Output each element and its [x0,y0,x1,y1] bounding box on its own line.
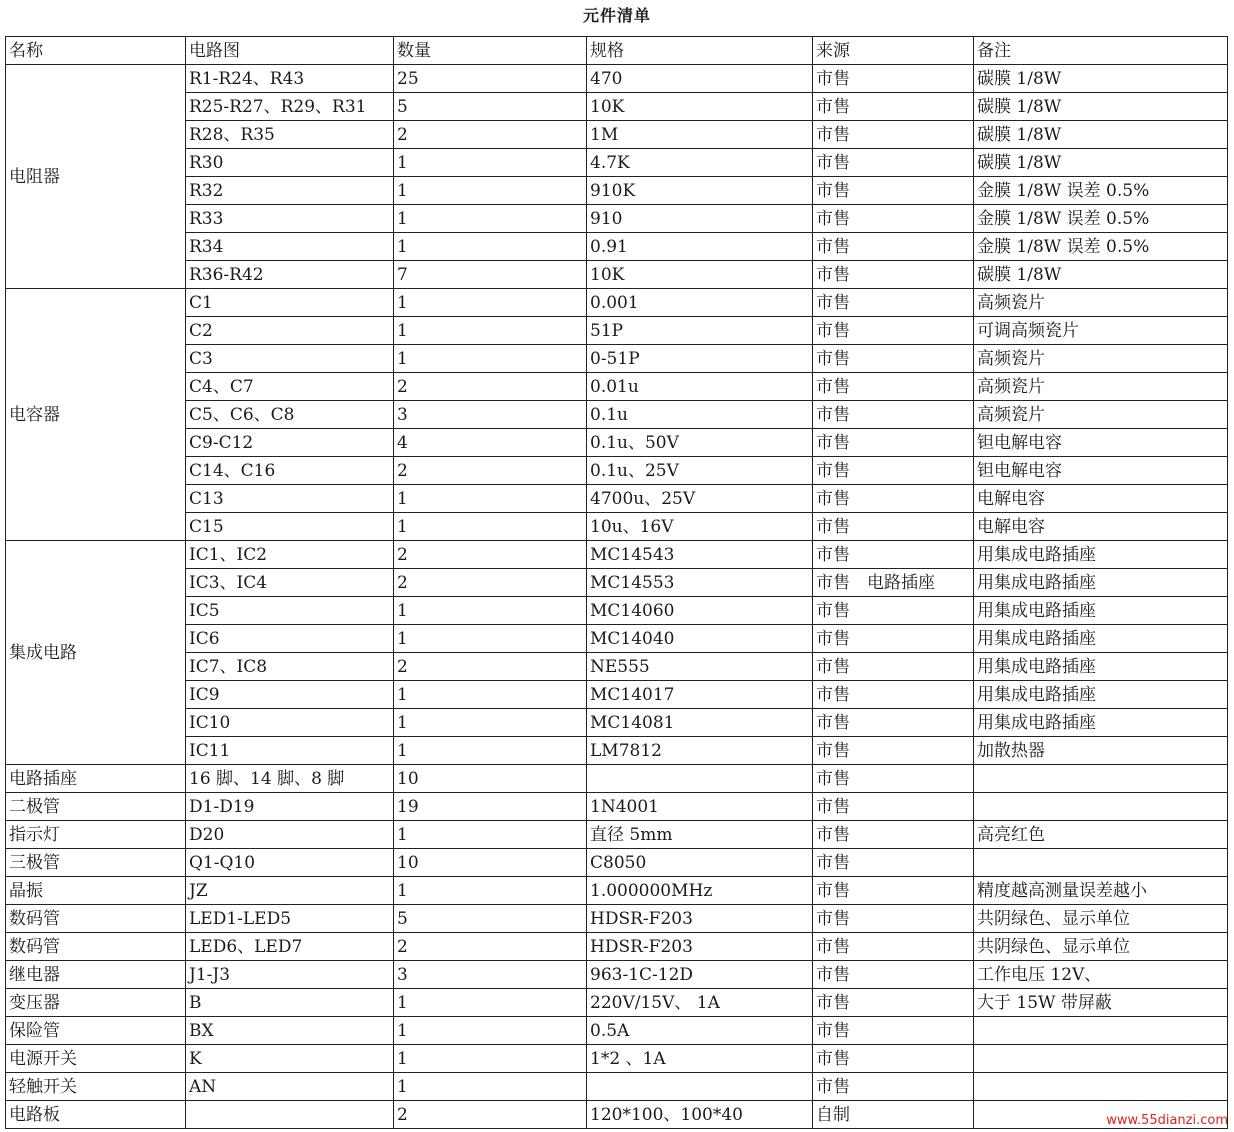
source-cell: 市售 [813,93,974,121]
source-cell: 市售 [813,401,974,429]
spec-cell: 0.001 [587,289,813,317]
spec-cell: NE555 [587,653,813,681]
circuit-ref-cell: C15 [186,513,394,541]
remarks-cell: 加散热器 [974,737,1228,765]
name-cell: 指示灯 [6,821,186,849]
quantity-cell: 19 [394,793,587,821]
spec-cell: 963-1C-12D [587,961,813,989]
circuit-ref-cell: C5、C6、C8 [186,401,394,429]
circuit-ref-cell: K [186,1045,394,1073]
spec-cell: 1.000000MHz [587,877,813,905]
source-cell: 市售 [813,541,974,569]
name-cell: 二极管 [6,793,186,821]
spec-cell: 0.01u [587,373,813,401]
remarks-cell: 电解电容 [974,485,1228,513]
header-spec: 规格 [587,37,813,65]
source-cell: 市售 [813,597,974,625]
remarks-cell [974,793,1228,821]
source-cell: 市售 [813,373,974,401]
quantity-cell: 25 [394,65,587,93]
table-row [6,205,1228,233]
circuit-ref-cell: IC6 [186,625,394,653]
remarks-cell: 碳膜 1/8W [974,261,1228,289]
circuit-ref-cell: C3 [186,345,394,373]
circuit-ref-cell: LED6、LED7 [186,933,394,961]
spec-cell: 0.1u、50V [587,429,813,457]
source-cell: 市售 [813,653,974,681]
remarks-cell: 大于 15W 带屏蔽 [974,989,1228,1017]
remarks-cell: 用集成电路插座 [974,625,1228,653]
circuit-ref-cell: R30 [186,149,394,177]
name-cell: 继电器 [6,961,186,989]
source-cell: 市售 [813,429,974,457]
spec-cell: 1M [587,121,813,149]
quantity-cell: 1 [394,877,587,905]
table-row [6,737,1228,765]
remarks-cell: 工作电压 12V、 [974,961,1228,989]
remarks-cell: 电解电容 [974,513,1228,541]
quantity-cell: 2 [394,653,587,681]
name-cell: 电源开关 [6,1045,186,1073]
quantity-cell: 1 [394,681,587,709]
spec-cell: 直径 5mm [587,821,813,849]
quantity-cell: 1 [394,233,587,261]
source-cell: 市售 [813,345,974,373]
quantity-cell: 2 [394,373,587,401]
quantity-cell: 3 [394,961,587,989]
circuit-ref-cell: 16 脚、14 脚、8 脚 [186,765,394,793]
spec-cell: 4700u、25V [587,485,813,513]
page-title: 元件清单 [582,6,651,25]
table-row [6,877,1228,905]
remarks-cell: 可调高频瓷片 [974,317,1228,345]
spec-cell: LM7812 [587,737,813,765]
table-row [6,485,1228,513]
remarks-cell: 共阴绿色、显示单位 [974,905,1228,933]
quantity-cell: 10 [394,765,587,793]
quantity-cell: 2 [394,933,587,961]
table-row [6,961,1228,989]
remarks-cell: 高亮红色 [974,821,1228,849]
source-cell: 市售 [813,205,974,233]
source-cell: 市售 [813,821,974,849]
table-row [6,681,1228,709]
spec-cell: MC14017 [587,681,813,709]
remarks-cell: 用集成电路插座 [974,597,1228,625]
spec-cell: 0.1u、25V [587,457,813,485]
name-cell: 保险管 [6,1017,186,1045]
circuit-ref-cell: R36-R42 [186,261,394,289]
circuit-ref-cell: B [186,989,394,1017]
category-cell: 电阻器 [6,65,186,289]
remarks-cell: 用集成电路插座 [974,653,1228,681]
circuit-ref-cell: C14、C16 [186,457,394,485]
circuit-ref-cell: R25-R27、R29、R31 [186,93,394,121]
name-cell: 数码管 [6,933,186,961]
circuit-ref-cell: R1-R24、R43 [186,65,394,93]
table-row [6,989,1228,1017]
circuit-ref-cell: R33 [186,205,394,233]
remarks-cell: 用集成电路插座 [974,709,1228,737]
table-row [6,1101,1228,1129]
spec-cell [587,1073,813,1101]
quantity-cell: 1 [394,345,587,373]
quantity-cell: 1 [394,989,587,1017]
quantity-cell: 1 [394,625,587,653]
quantity-cell: 1 [394,737,587,765]
table-row [6,261,1228,289]
table-row [6,569,1228,597]
spec-cell: 51P [587,317,813,345]
table-row [6,345,1228,373]
circuit-ref-cell: BX [186,1017,394,1045]
quantity-cell: 1 [394,513,587,541]
source-cell: 市售 [813,233,974,261]
name-cell: 轻触开关 [6,1073,186,1101]
table-row [6,625,1228,653]
circuit-ref-cell: J1-J3 [186,961,394,989]
remarks-cell: 用集成电路插座 [974,681,1228,709]
quantity-cell: 1 [394,317,587,345]
circuit-ref-cell: R32 [186,177,394,205]
quantity-cell: 10 [394,849,587,877]
quantity-cell: 2 [394,1101,587,1129]
remarks-cell [974,1073,1228,1101]
table-row [6,457,1228,485]
spec-cell: C8050 [587,849,813,877]
spec-cell: 10K [587,93,813,121]
name-cell: 电路插座 [6,765,186,793]
table-row [6,1017,1228,1045]
header-row [6,37,1228,65]
circuit-ref-cell: C4、C7 [186,373,394,401]
quantity-cell: 7 [394,261,587,289]
source-cell: 市售 [813,261,974,289]
circuit-ref-cell: C13 [186,485,394,513]
spec-cell: 0.5A [587,1017,813,1045]
source-cell: 市售 [813,877,974,905]
source-cell: 市售 [813,765,974,793]
quantity-cell: 5 [394,93,587,121]
source-cell: 市售 [813,1045,974,1073]
source-cell: 市售 [813,1017,974,1045]
spec-cell: 910 [587,205,813,233]
spec-cell: 0.91 [587,233,813,261]
quantity-cell: 1 [394,821,587,849]
spec-cell: 910K [587,177,813,205]
source-cell: 市售 [813,849,974,877]
spec-cell: 220V/15V、 1A [587,989,813,1017]
table-row [6,65,1228,93]
circuit-ref-cell: LED1-LED5 [186,905,394,933]
table-row [6,653,1228,681]
remarks-cell: 高频瓷片 [974,401,1228,429]
table-row [6,597,1228,625]
name-cell: 变压器 [6,989,186,1017]
name-cell: 三极管 [6,849,186,877]
source-cell: 市售 [813,317,974,345]
remarks-cell: 用集成电路插座 [974,541,1228,569]
quantity-cell: 2 [394,541,587,569]
remarks-cell: 共阴绿色、显示单位 [974,933,1228,961]
remarks-cell [974,1017,1228,1045]
spec-cell [587,765,813,793]
remarks-cell: 高频瓷片 [974,345,1228,373]
spec-cell: 470 [587,65,813,93]
circuit-ref-cell [186,1101,394,1129]
source-cell: 市售 [813,709,974,737]
remarks-cell: 碳膜 1/8W [974,65,1228,93]
spec-cell: 0-51P [587,345,813,373]
spec-cell: 10K [587,261,813,289]
remarks-cell [974,1045,1228,1073]
circuit-ref-cell: R28、R35 [186,121,394,149]
circuit-ref-cell: C1 [186,289,394,317]
source-cell: 市售 [813,681,974,709]
source-cell: 市售 [813,149,974,177]
table-row [6,1045,1228,1073]
table-row [6,821,1228,849]
header-source: 来源 [813,37,974,65]
quantity-cell: 1 [394,1045,587,1073]
watermark: www.55dianzi.com [1106,1113,1228,1128]
spec-cell: 10u、16V [587,513,813,541]
source-cell: 市售 [813,625,974,653]
quantity-cell: 4 [394,429,587,457]
quantity-cell: 1 [394,709,587,737]
quantity-cell: 1 [394,205,587,233]
quantity-cell: 5 [394,905,587,933]
table-row [6,233,1228,261]
component-list-table [5,36,1228,1129]
quantity-cell: 1 [394,177,587,205]
source-cell: 市售 电路插座 [813,569,974,597]
remarks-cell: 钽电解电容 [974,429,1228,457]
quantity-cell: 2 [394,457,587,485]
table-row [6,429,1228,457]
circuit-ref-cell: R34 [186,233,394,261]
table-row [6,121,1228,149]
source-cell: 市售 [813,289,974,317]
source-cell: 市售 [813,793,974,821]
quantity-cell: 1 [394,1017,587,1045]
remarks-cell: 精度越高测量误差越小 [974,877,1228,905]
circuit-ref-cell: IC10 [186,709,394,737]
name-cell: 电路板 [6,1101,186,1129]
category-cell: 电容器 [6,289,186,541]
table-row [6,401,1228,429]
quantity-cell: 3 [394,401,587,429]
spec-cell: 1N4001 [587,793,813,821]
table-row [6,93,1228,121]
header-remarks: 备注 [974,37,1228,65]
table-row [6,289,1228,317]
remarks-cell: 高频瓷片 [974,289,1228,317]
spec-cell: 4.7K [587,149,813,177]
circuit-ref-cell: IC11 [186,737,394,765]
source-cell: 自制 [813,1101,974,1129]
header-circuit-ref: 电路图 [186,37,394,65]
circuit-ref-cell: D1-D19 [186,793,394,821]
table-row [6,793,1228,821]
spec-cell: 1*2 、1A [587,1045,813,1073]
remarks-cell: 金膜 1/8W 误差 0.5% [974,205,1228,233]
circuit-ref-cell: Q1-Q10 [186,849,394,877]
source-cell: 市售 [813,485,974,513]
table-row [6,317,1228,345]
remarks-cell: 钽电解电容 [974,457,1228,485]
circuit-ref-cell: IC9 [186,681,394,709]
source-cell: 市售 [813,737,974,765]
quantity-cell: 2 [394,121,587,149]
circuit-ref-cell: AN [186,1073,394,1101]
spec-cell: MC14553 [587,569,813,597]
quantity-cell: 1 [394,485,587,513]
spec-cell: MC14040 [587,625,813,653]
spec-cell: MC14081 [587,709,813,737]
quantity-cell: 1 [394,1073,587,1101]
circuit-ref-cell: IC1、IC2 [186,541,394,569]
circuit-ref-cell: C2 [186,317,394,345]
circuit-ref-cell: D20 [186,821,394,849]
spec-cell: MC14543 [587,541,813,569]
source-cell: 市售 [813,457,974,485]
spec-cell: HDSR-F203 [587,933,813,961]
table-row [6,765,1228,793]
table-row [6,149,1228,177]
table-row [6,709,1228,737]
remarks-cell: 碳膜 1/8W [974,149,1228,177]
source-cell: 市售 [813,65,974,93]
circuit-ref-cell: C9-C12 [186,429,394,457]
source-cell: 市售 [813,513,974,541]
source-cell: 市售 [813,905,974,933]
remarks-cell: 高频瓷片 [974,373,1228,401]
remarks-cell [974,765,1228,793]
source-cell: 市售 [813,989,974,1017]
source-cell: 市售 [813,933,974,961]
remarks-cell: 金膜 1/8W 误差 0.5% [974,233,1228,261]
table-row [6,849,1228,877]
source-cell: 市售 [813,1073,974,1101]
table-row [6,177,1228,205]
remarks-cell: 用集成电路插座 [974,569,1228,597]
table-row [6,905,1228,933]
source-cell: 市售 [813,961,974,989]
table-row [6,373,1228,401]
category-cell: 集成电路 [6,541,186,765]
circuit-ref-cell: IC5 [186,597,394,625]
quantity-cell: 1 [394,289,587,317]
remarks-cell: 碳膜 1/8W [974,93,1228,121]
header-quantity: 数量 [394,37,587,65]
header-name: 名称 [6,37,186,65]
circuit-ref-cell: IC7、IC8 [186,653,394,681]
quantity-cell: 1 [394,597,587,625]
spec-cell: 120*100、100*40 [587,1101,813,1129]
spec-cell: HDSR-F203 [587,905,813,933]
source-cell: 市售 [813,121,974,149]
remarks-cell: 金膜 1/8W 误差 0.5% [974,177,1228,205]
table-row [6,1073,1228,1101]
name-cell: 晶振 [6,877,186,905]
source-cell: 市售 [813,177,974,205]
circuit-ref-cell: IC3、IC4 [186,569,394,597]
table-row [6,541,1228,569]
remarks-cell [974,849,1228,877]
circuit-ref-cell: JZ [186,877,394,905]
table-row [6,513,1228,541]
spec-cell: 0.1u [587,401,813,429]
quantity-cell: 1 [394,149,587,177]
table-row [6,933,1228,961]
name-cell: 数码管 [6,905,186,933]
quantity-cell: 2 [394,569,587,597]
spec-cell: MC14060 [587,597,813,625]
remarks-cell: 碳膜 1/8W [974,121,1228,149]
